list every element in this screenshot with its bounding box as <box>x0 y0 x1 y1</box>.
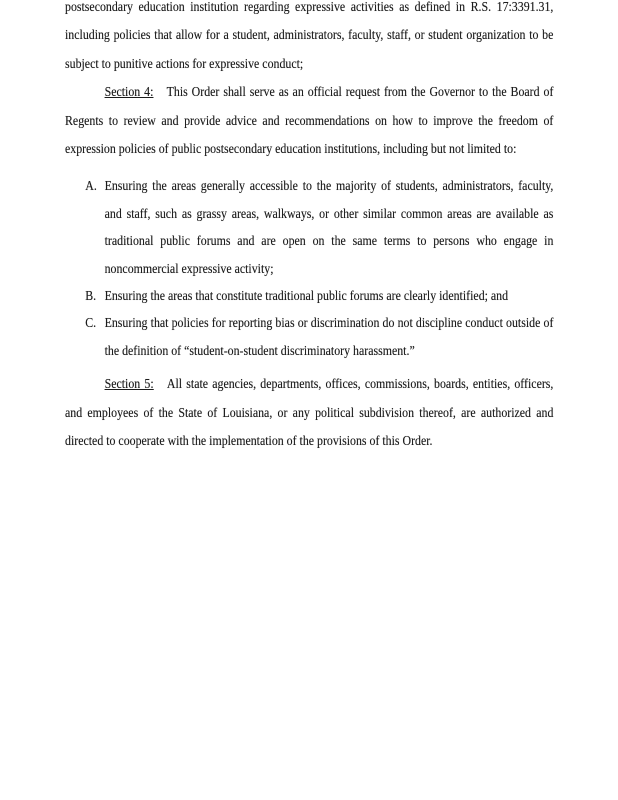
lettered-list <box>65 172 553 364</box>
list-item-a-text: Ensuring the areas generally accessible to the majority of students, administrators, faculty, and staff, such as grassy areas, walkways, or other similar common areas are available as traditional public forums and are open on the same terms to persons who engage in noncommercial expressive activity; <box>104 178 554 276</box>
list-item-c-text: Ensuring that policies for reporting bias or discrimination do not discipline conduct outside of the definition of “student-on-student discriminatory harassment.” <box>104 315 554 358</box>
section-5-label: Section 5: <box>104 376 154 392</box>
list-item-b <box>65 282 553 309</box>
paragraph-section-5 <box>65 370 553 455</box>
list-item-c <box>65 309 553 364</box>
section-4-text: This Order shall serve as an official request from the Governor to the Board of Regents to review and provide advice and recommendations on how to improve the freedom of expression policies of public postsecondary education institutions, including but not limited to: <box>65 84 554 157</box>
list-item-a-marker: A. <box>85 178 97 194</box>
section-5-text: All state agencies, departments, offices, commissions, boards, entities, officers, and employees of the State of Louisiana, or any political subdivision thereof, are authorized and directed to cooperate with the implementation of the provisions of this Order. <box>65 376 554 449</box>
list-item-b-text: Ensuring the areas that constitute traditional public forums are clearly identified; and <box>104 288 509 304</box>
paragraph-section-4 <box>65 78 553 163</box>
paragraph-continuation: postsecondary education institution regarding expressive activities as defined in R.S. 17:3391.31, including policies that allow for a student, administrators, faculty, staff, or student organization to be subject to punitive actions for expressive conduct; <box>65 0 554 71</box>
section-4-label: Section 4: <box>104 84 154 100</box>
list-item-b-marker: B. <box>85 288 97 304</box>
list-item-c-marker: C. <box>85 315 97 331</box>
list-item-a <box>65 172 553 282</box>
document-content <box>65 0 553 456</box>
